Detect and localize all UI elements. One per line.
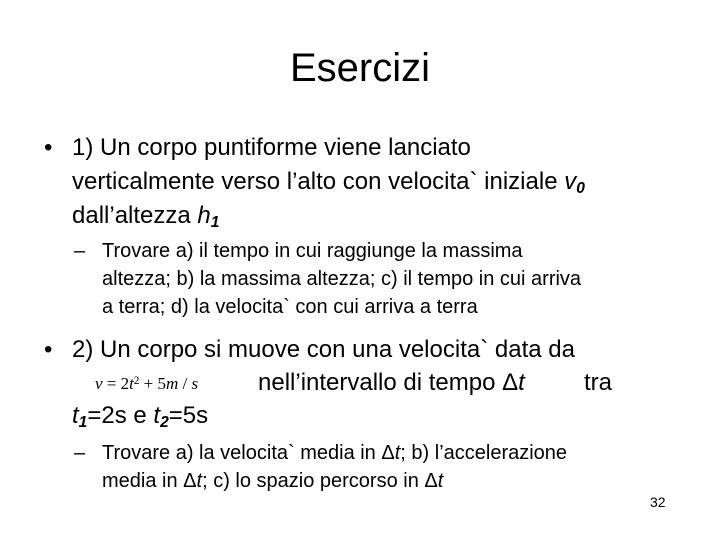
ex1-subline3: a terra; d) la velocita` con cui arriva a terra xyxy=(102,296,478,318)
ex1-line3: dall’altezza $h_1$ xyxy=(72,202,220,231)
ex2-line1: 2) Un corpo si muove con una velocita` data da xyxy=(72,336,575,363)
bullet-icon: • xyxy=(44,336,53,363)
ex2-line3: $t_1=2s$ e $t_2=5s$ xyxy=(72,402,209,431)
dash-icon: – xyxy=(74,442,86,464)
ex2-line2-tra: tra xyxy=(584,369,613,396)
slide-title: Esercizi xyxy=(289,46,431,90)
ex2-subline2: media in Δt; c) lo spazio percorso in Δt xyxy=(102,470,444,492)
dash-icon: – xyxy=(74,240,86,262)
page-number: 32 xyxy=(650,494,666,510)
velocity-formula: $v = 2t^2 + 5m / s$ xyxy=(95,374,199,393)
bullet-icon: • xyxy=(44,134,53,161)
ex2-subline1: Trovare a) la velocita` media in Δt; b) l’accelerazione xyxy=(102,442,568,464)
ex1-line1: 1) Un corpo puntiforme viene lanciato xyxy=(72,134,471,161)
ex1-subline2: altezza; b) la massima altezza; c) il tempo in cui arriva xyxy=(102,268,582,290)
ex1-line2: verticalmente verso l’alto con velocita` iniziale $v_0$ xyxy=(72,168,585,197)
ex1-subline1: Trovare a) il tempo in cui raggiunge la massima xyxy=(102,240,523,262)
ex2-line2: nell’intervallo di tempo Δt xyxy=(258,369,525,396)
